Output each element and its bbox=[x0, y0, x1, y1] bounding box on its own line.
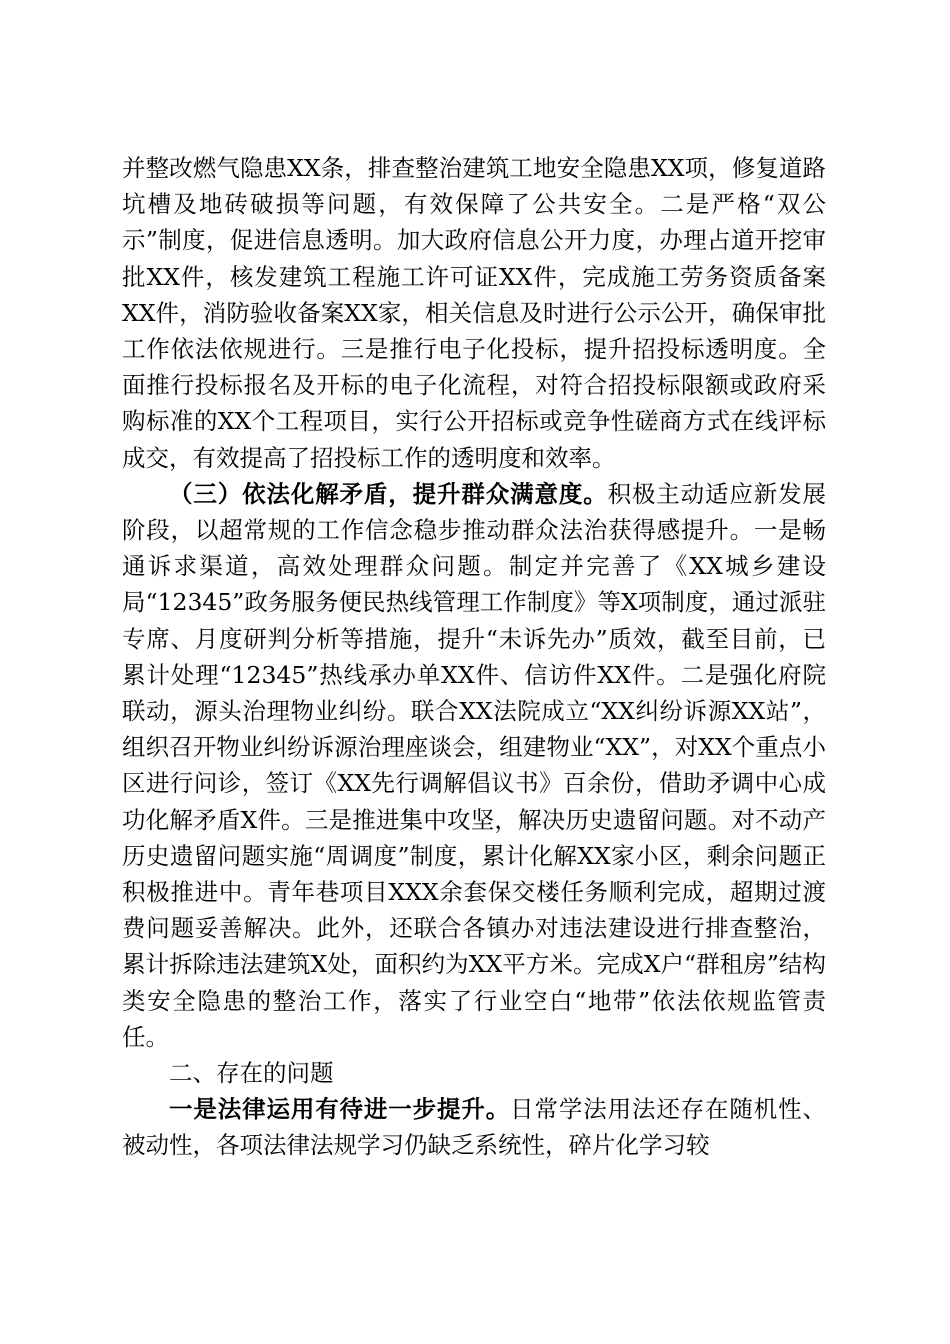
section-3-body: 积极主动适应新发展阶段，以超常规的工作信念稳步推动群众法治获得感提升。一是畅通诉求渠道，高效处理群众问题。制定并完善了《XX城乡建设局“12345”政务服务便民热线管理工作制度》等X项制度，通过派驻专席、月度研判分析等措施，提升“未诉先办”质效，截至目前，已累计处理“12345”热线承办单XX件、信访件XX件。二是强化府院联动，源头治理物业纠纷。联合XX法院成立“XX纠纷诉源XX站”，组织召开物业纠纷诉源治理座谈会，组建物业“XX”，对XX个重点小区进行问诊，签订《XX先行调解倡议书》百余份，借助矛调中心成功化解矛盾X件。三是推进集中攻坚，解决历史遗留问题。对不动产历史遗留问题实施“周调度”制度，累计化解XX家小区，剩余问题正积极推进中。青年巷项目XXX余套保交楼任务顺利完成，超期过渡费问题妥善解决。此外，还联合各镇办对违法建设进行排查整治，累计拆除违法建筑X处，面积约为XX平方米。完成X户“群租房”结构类安全隐患的整治工作，落实了行业空白“地带”依法依规监管责任。 bbox=[122, 479, 827, 1051]
paragraph-section-3 bbox=[122, 476, 826, 1055]
problem-1-body: 日常学法用法还存在随机性、被动性，各项法律法规学习仍缺乏系统性，碎片化学习较 bbox=[122, 1095, 827, 1160]
paragraph-problem-1 bbox=[122, 1091, 826, 1163]
heading-existing-problems: 二、存在的问题 bbox=[169, 1059, 334, 1088]
problem-1-lead: 一是法律运用有待进一步提升。 bbox=[169, 1095, 511, 1124]
section-3-heading: （三）依法化解矛盾，提升群众满意度。 bbox=[169, 479, 608, 508]
document-body bbox=[122, 150, 826, 1164]
paragraph-continued: 并整改燃气隐患XX条，排查整治建筑工地安全隐患XX项，修复道路坑槽及地砖破损等问题，有效保障了公共安全。二是严格“双公示”制度，促进信息透明。加大政府信息公开力度，办理占道开挖审批XX件，核发建筑工程施工许可证XX件，完成施工劳务资质备案XX件，消防验收备案XX家，相关信息及时进行公示公开，确保审批工作依法依规进行。三是推行电子化投标，提升招投标透明度。全面推行投标报名及开标的电子化流程，对符合招投标限额或政府采购标准的XX个工程项目，实行公开招标或竞争性磋商方式在线评标成交，有效提高了招投标工作的透明度和效率。 bbox=[122, 154, 826, 472]
